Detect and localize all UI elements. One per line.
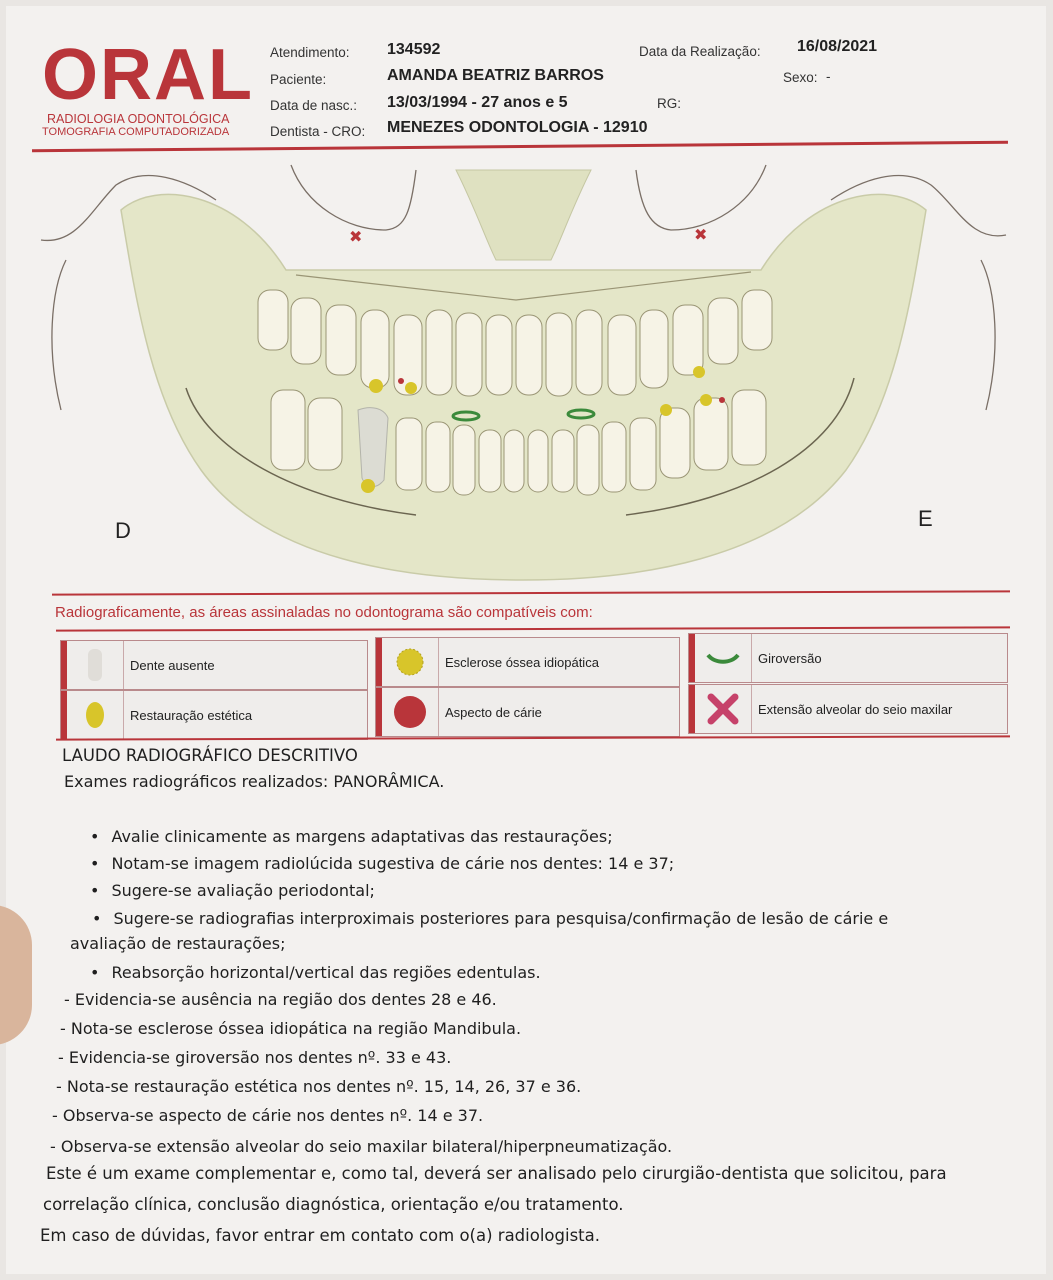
- cross-icon: [695, 685, 751, 733]
- report-finding: - Nota-se esclerose óssea idiopática na região Mandibula.: [60, 1019, 522, 1038]
- missing-tooth-icon: [67, 641, 123, 689]
- report-closing: correlação clínica, conclusão diagnóstica, orientação e/ou tratamento.: [43, 1195, 624, 1214]
- legend-label: Extensão alveolar do seio maxilar: [751, 685, 1007, 733]
- rotation-icon: [695, 634, 751, 682]
- atendimento-label: Atendimento:: [270, 45, 350, 60]
- rg-label: RG:: [657, 96, 682, 111]
- side-left-label: E: [918, 506, 933, 531]
- svg-text:✖: ✖: [694, 225, 708, 244]
- report-bullet: • Notam-se imagem radiolúcida sugestiva de cárie nos dentes: 14 e 37;: [90, 854, 674, 873]
- report-bullet: • Avalie clinicamente as margens adaptativas das restaurações;: [90, 827, 613, 846]
- report-exams: Exames radiográficos realizados: PANORÂMICA.: [64, 772, 445, 791]
- report-finding: - Nota-se restauração estética nos dentes nº. 15, 14, 26, 37 e 36.: [56, 1077, 582, 1096]
- sexo-label: Sexo:: [783, 70, 818, 85]
- data-realizacao-label: Data da Realização:: [639, 44, 761, 59]
- legend-item-missing: [60, 640, 368, 690]
- nasc-value: 13/03/1994 - 27 anos e 5: [387, 94, 568, 111]
- atendimento-value: 134592: [387, 41, 441, 58]
- legend-item-sinus: [688, 684, 1008, 734]
- report-bullet: • Sugere-se avaliação periodontal;: [90, 881, 375, 900]
- side-right-label: D: [115, 518, 131, 543]
- legend-item-restoration: [60, 690, 368, 740]
- paciente-label: Paciente:: [270, 72, 327, 87]
- report-finding: - Evidencia-se giroversão nos dentes nº. 33 e 43.: [58, 1048, 452, 1067]
- report-bullet: • Reabsorção horizontal/vertical das regiões edentulas.: [90, 963, 541, 982]
- report-finding: - Observa-se extensão alveolar do seio maxilar bilateral/hiperpneumatização.: [50, 1137, 673, 1156]
- dentista-label: Dentista - CRO:: [270, 124, 366, 139]
- legend-label: Aspecto de cárie: [438, 688, 679, 736]
- sexo-value: -: [826, 69, 831, 84]
- nasc-label: Data de nasc.:: [270, 98, 358, 113]
- paciente-value: AMANDA BEATRIZ BARROS: [387, 67, 604, 84]
- brand-logo: [42, 35, 267, 138]
- legend-label: Restauração estética: [123, 691, 367, 739]
- report-bullet-cont: avaliação de restaurações;: [70, 934, 286, 953]
- legend-lead: Radiograficamente, as áreas assinaladas no odontograma são compatíveis com:: [55, 604, 593, 621]
- report-title: LAUDO RADIOGRÁFICO DESCRITIVO: [62, 746, 358, 765]
- brand-line2: TOMOGRAFIA COMPUTADORIZADA: [42, 126, 230, 138]
- report-bullet: • Sugere-se radiografias interproximais posteriores para pesquisa/confirmação de lesão de cárie e: [92, 909, 888, 928]
- legend-item-caries: [375, 687, 680, 737]
- brand-name: ORAL: [42, 35, 254, 115]
- legend-item-sclerosis: [375, 637, 680, 687]
- legend-label: Esclerose óssea idiopática: [438, 638, 679, 686]
- missing-46: [358, 408, 388, 487]
- restoration-icon: [67, 691, 123, 739]
- legend-label: Giroversão: [751, 634, 1007, 682]
- dentista-value: MENEZES ODONTOLOGIA - 12910: [387, 119, 648, 136]
- brand-line1: RADIOLOGIA ODONTOLÓGICA: [47, 112, 230, 126]
- odontogram: [36, 150, 1011, 590]
- legend-label: Dente ausente: [123, 641, 367, 689]
- report-finding: - Observa-se aspecto de cárie nos dentes nº. 14 e 37.: [52, 1106, 484, 1125]
- report-closing: Em caso de dúvidas, favor entrar em contato com o(a) radiologista.: [40, 1226, 600, 1245]
- report-finding: - Evidencia-se ausência na região dos dentes 28 e 46.: [64, 990, 497, 1009]
- caries-icon: [382, 688, 438, 736]
- svg-text:✖: ✖: [349, 227, 363, 246]
- thumb: [0, 905, 32, 1045]
- data-realizacao-value: 16/08/2021: [797, 38, 878, 55]
- report-closing: Este é um exame complementar e, como tal, deverá ser analisado pelo cirurgião-dentista que solicitou, para: [46, 1164, 947, 1183]
- sclerosis-icon: [382, 638, 438, 686]
- legend-item-rotation: [688, 633, 1008, 683]
